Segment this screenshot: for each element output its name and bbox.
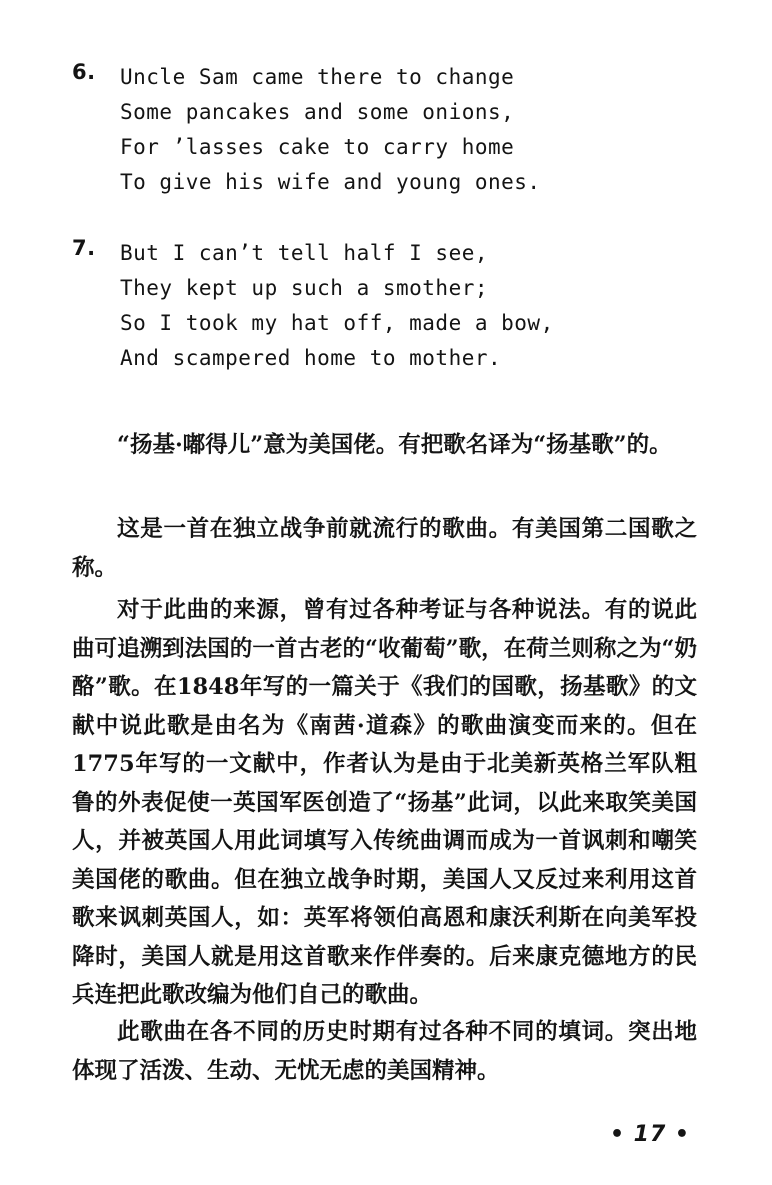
paragraph-origin: 对于此曲的来源，曾有过各种考证与各种说法。有的说此曲可追溯到法国的一首古老的“收葡萄”歌，在荷兰则称之为“奶酪”歌。在1848年写的一篇关于《我们的国歌，扬基歌》的文献中说此歌是由名为《南茜·道森》的歌曲演变而来的。但在1775年写的一文献中，作者认为是由于北美新英格兰军队粗鲁的外表促使一英国军医创造了“扬基”此词，以此来取笑美国人，并被英国人用此词填写入传统曲调而成为一首讽刺和嘲笑美国佬的歌曲。但在独立战争时期，美国人又反过来利用这首歌来讽刺英国人，如：英军将领伯高恩和康沃利斯在向美军投降时，美国人就是用这首歌来作伴奏的。后来康克德地方的民兵连把此歌改编为他们自己的歌曲。 (72, 597, 697, 1008)
page-number: • 17 • (609, 1122, 690, 1147)
stanza-number: 7. (72, 236, 96, 260)
verse-line: So I took my hat off, made a bow, (120, 311, 554, 335)
verse-line: For ’lasses cake to carry home (120, 135, 515, 159)
paragraph-popularity: 这是一首在独立战争前就流行的歌曲。有美国第二国歌之称。 (72, 516, 697, 581)
stanza-lines (120, 236, 700, 376)
verse-line: To give his wife and young ones. (120, 170, 541, 194)
verse-line: But I can’t tell half I see, (120, 241, 489, 265)
verse-line: Uncle Sam came there to change (120, 65, 515, 89)
stanza-lines (120, 60, 700, 200)
paragraph-lyrics: 此歌曲在各不同的历史时期有过各种不同的填词。突出地体现了活泼、生动、无忧无虑的美国精神。 (72, 1019, 697, 1084)
stanza-number: 6. (72, 60, 96, 84)
verse-line: They kept up such a smother; (120, 276, 489, 300)
paragraph-title-meaning: “扬基·嘟得儿”意为美国佬。有把歌名译为“扬基歌”的。 (117, 432, 672, 458)
verse-line: And scampered home to mother. (120, 346, 502, 370)
verse-line: Some pancakes and some onions, (120, 100, 515, 124)
